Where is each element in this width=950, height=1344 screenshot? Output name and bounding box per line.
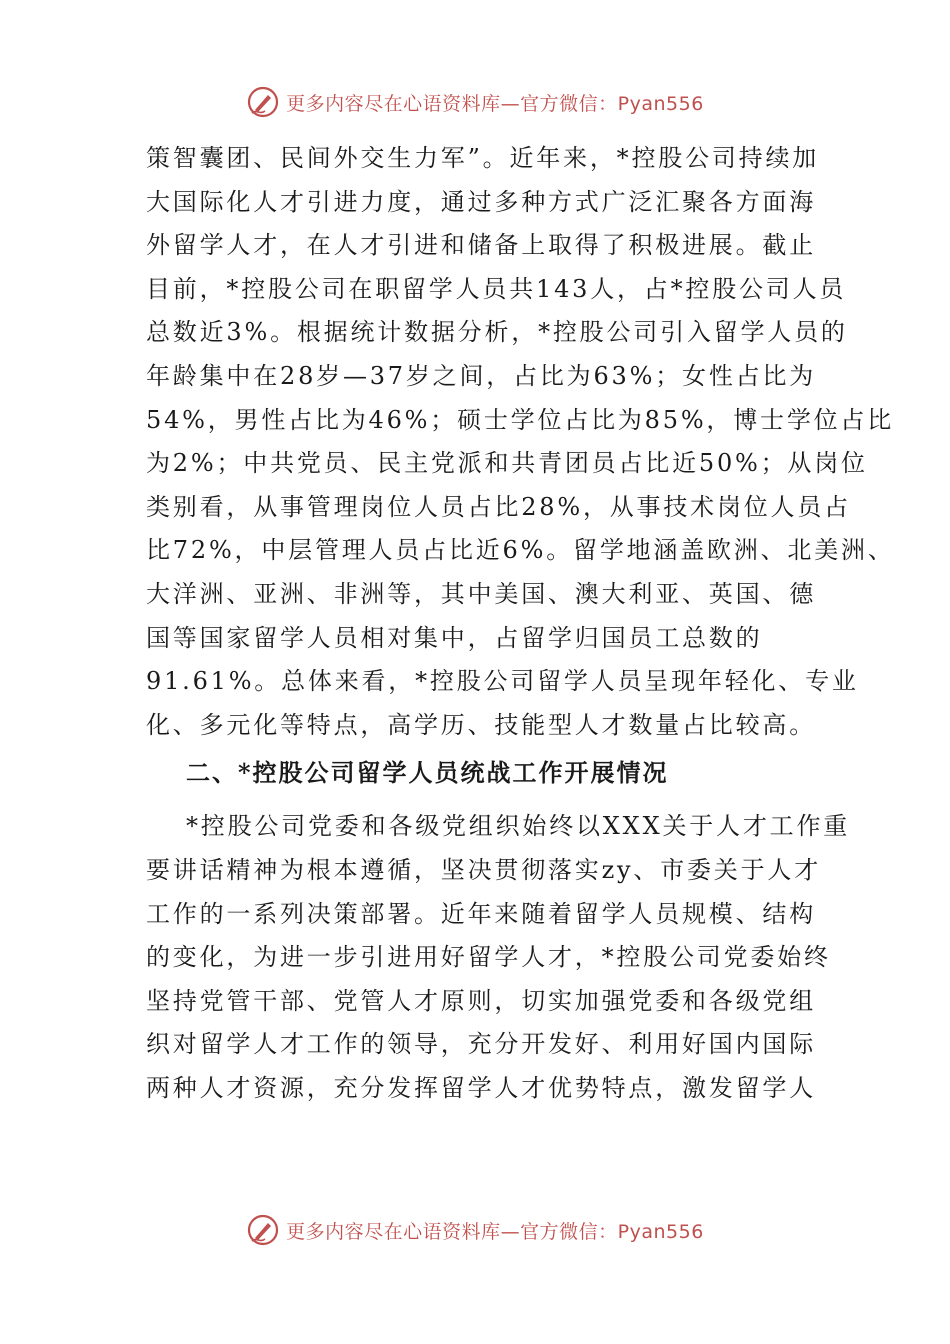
- text-line: 总数近3%。根据统计数据分析，*控股公司引入留学人员的: [146, 318, 848, 347]
- text-line: 化、多元化等特点，高学历、技能型人才数量占比较高。: [146, 710, 816, 739]
- text-line: 91.61%。总体来看，*控股公司留学人员呈现年轻化、专业: [146, 667, 859, 696]
- text-line: 的变化，为进一步引进用好留学人才，*控股公司党委始终: [146, 943, 831, 972]
- text-line: 类别看，从事管理岗位人员占比28%，从事技术岗位人员占: [146, 492, 851, 521]
- pen-in-circle-icon: [246, 1213, 280, 1247]
- text-line: 为2%；中共党员、民主党派和共青团员占比近50%；从岗位: [146, 449, 868, 478]
- text-line: 国等国家留学人员相对集中，占留学归国员工总数的: [146, 623, 763, 652]
- text-line: 54%，男性占比为46%；硕士学位占比为85%，博士学位占比: [146, 405, 895, 434]
- text-line: 坚持党管干部、党管人才原则，切实加强党委和各级党组: [146, 986, 816, 1015]
- document-body: [146, 137, 895, 1110]
- text-line: 比72%，中层管理人员占比近6%。留学地涵盖欧洲、北美洲、: [146, 536, 895, 565]
- watermark-text: 更多内容尽在心语资料库—官方微信：Pyan556: [286, 92, 704, 115]
- section-heading: 二、*控股公司留学人员统战工作开展情况: [186, 758, 669, 788]
- text-line: 大洋洲、亚洲、非洲等，其中美国、澳大利亚、英国、德: [146, 579, 816, 608]
- footer-watermark: [0, 1210, 950, 1250]
- text-line: 年龄集中在28岁—37岁之间，占比为63%；女性占比为: [146, 361, 817, 390]
- watermark-text: 更多内容尽在心语资料库—官方微信：Pyan556: [286, 1220, 704, 1243]
- text-line: 要讲话精神为根本遵循，坚决贯彻落实zy、市委关于人才: [146, 855, 822, 884]
- text-line: 策智囊团、民间外交生力军”。近年来，*控股公司持续加: [146, 144, 820, 172]
- text-line: 两种人才资源，充分发挥留学人才优势特点，激发留学人: [146, 1073, 816, 1102]
- text-line: 工作的一系列决策部署。近年来随着留学人员规模、结构: [146, 899, 816, 928]
- text-line: 外留学人才，在人才引进和储备上取得了积极进展。截止: [146, 231, 816, 260]
- text-line: 大国际化人才引进力度，通过多种方式广泛汇聚各方面海: [146, 187, 816, 216]
- paragraph-2: [146, 805, 851, 1110]
- text-line: *控股公司党委和各级党组织始终以XXX关于人才工作重: [186, 812, 851, 841]
- pen-in-circle-icon: [246, 85, 280, 119]
- text-line: 织对留学人才工作的领导，充分开发好、利用好国内国际: [146, 1030, 816, 1059]
- header-watermark: [0, 82, 950, 122]
- text-line: 目前，*控股公司在职留学人员共143人，占*控股公司人员: [146, 274, 847, 303]
- paragraph-1: [146, 137, 895, 747]
